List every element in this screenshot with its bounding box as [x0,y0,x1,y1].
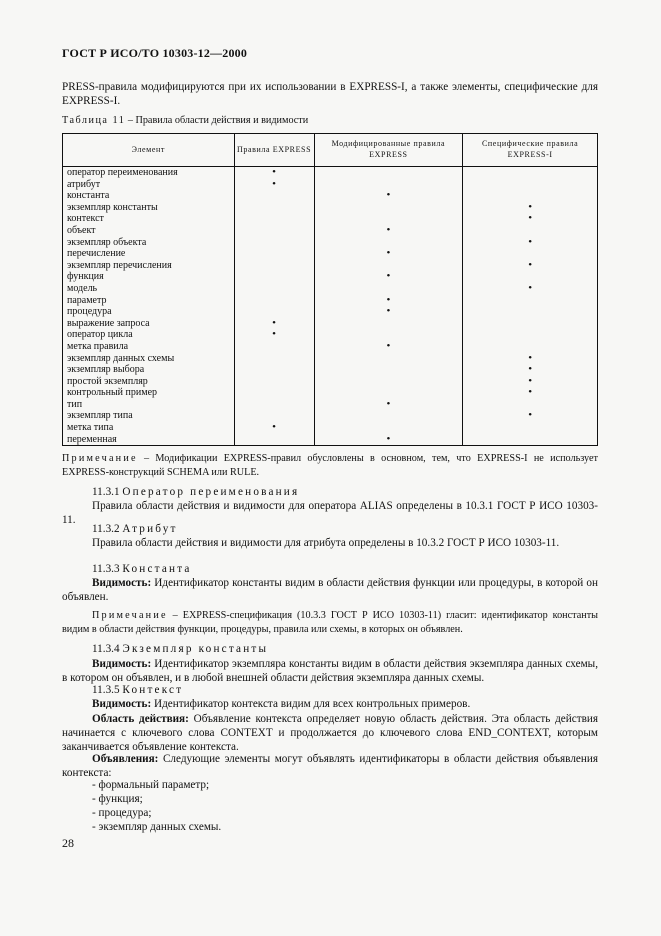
section-11-3-4-heading [92,642,268,656]
table-cell-mark [463,329,598,341]
table-cell-element: экземпляр типа [63,410,235,422]
section-number: 11.3.5 [92,684,120,696]
table-row [63,376,598,388]
table-cell-element: параметр [63,295,235,307]
table-cell-element: переменная [63,434,235,446]
section-title: Контекст [122,684,184,696]
declarations-label: Объявления: [92,753,159,765]
scope-visibility-table [62,133,598,446]
table-cell-element: выражение запроса [63,318,235,330]
section-title: Константа [122,563,192,575]
table-row [63,329,598,341]
table-cell-element: объект [63,225,235,237]
visibility-text: Идентификатор контекста видим для всех контрольных примеров. [151,698,471,710]
document-header: ГОСТ Р ИСО/ТО 10303-12—2000 [62,46,248,60]
table-row [63,422,598,434]
table-cell-mark [463,295,598,307]
table-cell-mark [314,376,463,388]
section-number: 11.3.3 [92,563,120,575]
table-row [63,399,598,411]
table-row [63,260,598,272]
visibility-label: Видимость: [92,658,152,670]
table-cell-mark: • [463,353,598,365]
table-cell-mark: • [234,318,314,330]
section-11-3-4-body [62,657,598,685]
table-row [63,225,598,237]
table-cell-mark [234,364,314,376]
table-cell-mark: • [463,376,598,388]
section-title: Оператор переименования [122,486,300,498]
table-cell-mark [314,353,463,365]
scope-label: Область действия: [92,713,189,725]
table-cell-mark [314,364,463,376]
table-header-modified: Модифицированные правила EXPRESS [314,134,463,167]
table-cell-element: перечисление [63,248,235,260]
table-cell-mark [314,202,463,214]
page-number: 28 [62,836,74,850]
table-caption-label: Таблица 11 [62,115,126,126]
table-cell-mark [234,434,314,446]
table-header-element: Элемент [63,134,235,167]
table-header-express: Правила EXPRESS [234,134,314,167]
table-cell-mark: • [463,387,598,399]
table-cell-mark [314,422,463,434]
table-cell-mark: • [314,341,463,353]
table-cell-mark [463,167,598,179]
table-cell-element: оператор переименования [63,167,235,179]
table-cell-element: контекст [63,213,235,225]
section-number: 11.3.4 [92,643,120,655]
table-row [63,341,598,353]
table-cell-mark: • [463,410,598,422]
table-cell-mark [314,167,463,179]
table-cell-mark [234,283,314,295]
declarations-item: - функция; [92,793,143,805]
table-cell-mark: • [234,422,314,434]
table-cell-mark [463,318,598,330]
table-header-specific: Специфические правила EXPRESS-I [463,134,598,167]
visibility-text: Идентификатор экземпляра константы видим в области действия экземпляра данных схемы, в котором он объявлен, и в любой внешней области действия экземпляра данных схемы. [62,658,598,684]
table-cell-mark [234,248,314,260]
table-cell-mark: • [314,190,463,202]
table-cell-mark: • [234,179,314,191]
table-cell-mark: • [463,364,598,376]
note-2-text: – EXPRESS-спецификация (10.3.3 ГОСТ Р ИСО 10303-11) гласит: идентификатор константы видим в области действия функции, процедуры, правила или схемы, в которых он объявлен. [62,610,598,635]
section-11-3-3-body [62,576,598,604]
table-cell-element: экземпляр выбора [63,364,235,376]
table-cell-mark [234,225,314,237]
declarations-item: - формальный параметр; [92,779,210,791]
table-cell-element: атрибут [63,179,235,191]
table-cell-mark: • [314,225,463,237]
table-cell-element: функция [63,271,235,283]
section-11-3-2-heading [92,522,178,536]
table-cell-element: модель [63,283,235,295]
table-cell-element: простой экземпляр [63,376,235,388]
table-row [63,271,598,283]
table-row [63,318,598,330]
table-cell-mark [234,190,314,202]
table-row [63,283,598,295]
table-cell-element: экземпляр константы [63,202,235,214]
table-row [63,202,598,214]
table-cell-mark [463,422,598,434]
table-cell-element: экземпляр объекта [63,237,235,249]
table-cell-mark [463,225,598,237]
table-cell-mark [234,271,314,283]
note-1-label: Примечание [62,453,138,464]
section-11-3-5-scope [62,712,598,754]
section-11-3-3-heading [92,562,192,576]
section-11-3-5-visibility [62,697,598,711]
note-1-text: – Модификации EXPRESS-правил обусловлены в основном, тем, что EXPRESS-I не использует EXPRESS-конструкций SCHEMA или RULE. [62,453,598,478]
section-title: Экземпляр константы [122,643,269,655]
table-cell-mark [463,434,598,446]
section-11-3-1-body: Правила области действия и видимости для оператора ALIAS определены в 10.3.1 ГОСТ Р ИСО 10303-11. [62,500,598,526]
table-cell-mark [314,410,463,422]
table-cell-element: экземпляр данных схемы [63,353,235,365]
table-cell-mark [314,318,463,330]
section-11-3-5-declarations [62,752,598,780]
declarations-text: Следующие элементы могут объявлять идентификаторы в области действия объявления контекста: [62,753,598,779]
section-11-3-1-heading [92,485,299,499]
table-row [63,237,598,249]
table-row [63,306,598,318]
table-cell-element: экземпляр перечисления [63,260,235,272]
table-cell-mark: • [314,434,463,446]
scope-text: Объявление контекста определяет новую область действия. Эта область действия начинается с ключевого слова CONTEXT и продолжается до ключевого слова END_CONTEXT, которым заканчивается объявление контекста. [62,713,599,753]
note-2 [62,609,598,636]
table-row [63,167,598,179]
table-cell-mark: • [314,248,463,260]
table-cell-element: тип [63,399,235,411]
section-11-3-2-body: Правила области действия и видимости для атрибута определены в 10.3.2 ГОСТ Р ИСО 10303-11. [92,537,560,549]
table-cell-mark [463,179,598,191]
table-cell-mark: • [314,399,463,411]
table-cell-mark: • [463,202,598,214]
visibility-text: Идентификатор константы видим в области действия функции или процедуры, в которой он объявлен. [62,577,598,603]
table-row [63,387,598,399]
table-cell-mark [463,248,598,260]
table-cell-mark [234,213,314,225]
table-cell-element: процедура [63,306,235,318]
note-1 [62,452,598,479]
table-row [63,364,598,376]
section-11-3-5-heading [92,683,183,697]
table-cell-mark [314,283,463,295]
table-cell-element: контрольный пример [63,387,235,399]
table-cell-mark: • [314,306,463,318]
table-row [63,353,598,365]
table-cell-mark [234,202,314,214]
table-cell-mark [234,306,314,318]
table-cell-mark: • [463,237,598,249]
table-cell-mark [234,260,314,272]
table-cell-mark [234,399,314,411]
table-cell-mark: • [234,329,314,341]
table-cell-mark [463,341,598,353]
visibility-label: Видимость: [92,698,152,710]
table-row [63,434,598,446]
table-cell-mark: • [314,271,463,283]
table-cell-element: метка правила [63,341,235,353]
table-cell-mark [234,387,314,399]
table-cell-element: константа [63,190,235,202]
declarations-item: - процедура; [92,807,152,819]
declarations-item: - экземпляр данных схемы. [92,821,222,833]
note-2-label: Примечание [92,610,168,621]
table-cell-mark [234,376,314,388]
table-row [63,248,598,260]
intro-paragraph: PRESS-правила модифицируются при их использовании в EXPRESS-I, а также элементы, специфические для EXPRESS-I. [62,81,598,107]
table-row [63,295,598,307]
table-cell-mark: • [463,213,598,225]
table-cell-element: оператор цикла [63,329,235,341]
section-number: 11.3.1 [92,486,120,498]
table-cell-mark: • [314,295,463,307]
section-title: Атрибут [122,523,178,535]
table-row [63,410,598,422]
table-cell-mark: • [463,283,598,295]
table-cell-mark: • [463,260,598,272]
visibility-label: Видимость: [92,577,152,589]
table-cell-mark [234,237,314,249]
table-caption [62,115,308,126]
table-row [63,213,598,225]
table-cell-mark [234,353,314,365]
table-cell-element: метка типа [63,422,235,434]
table-cell-mark [463,306,598,318]
table-cell-mark: • [234,167,314,179]
table-caption-text: – Правила области действия и видимости [125,115,309,126]
section-number: 11.3.2 [92,523,120,535]
table-cell-mark [234,341,314,353]
table-row [63,190,598,202]
table-cell-mark [234,295,314,307]
table-row [63,179,598,191]
